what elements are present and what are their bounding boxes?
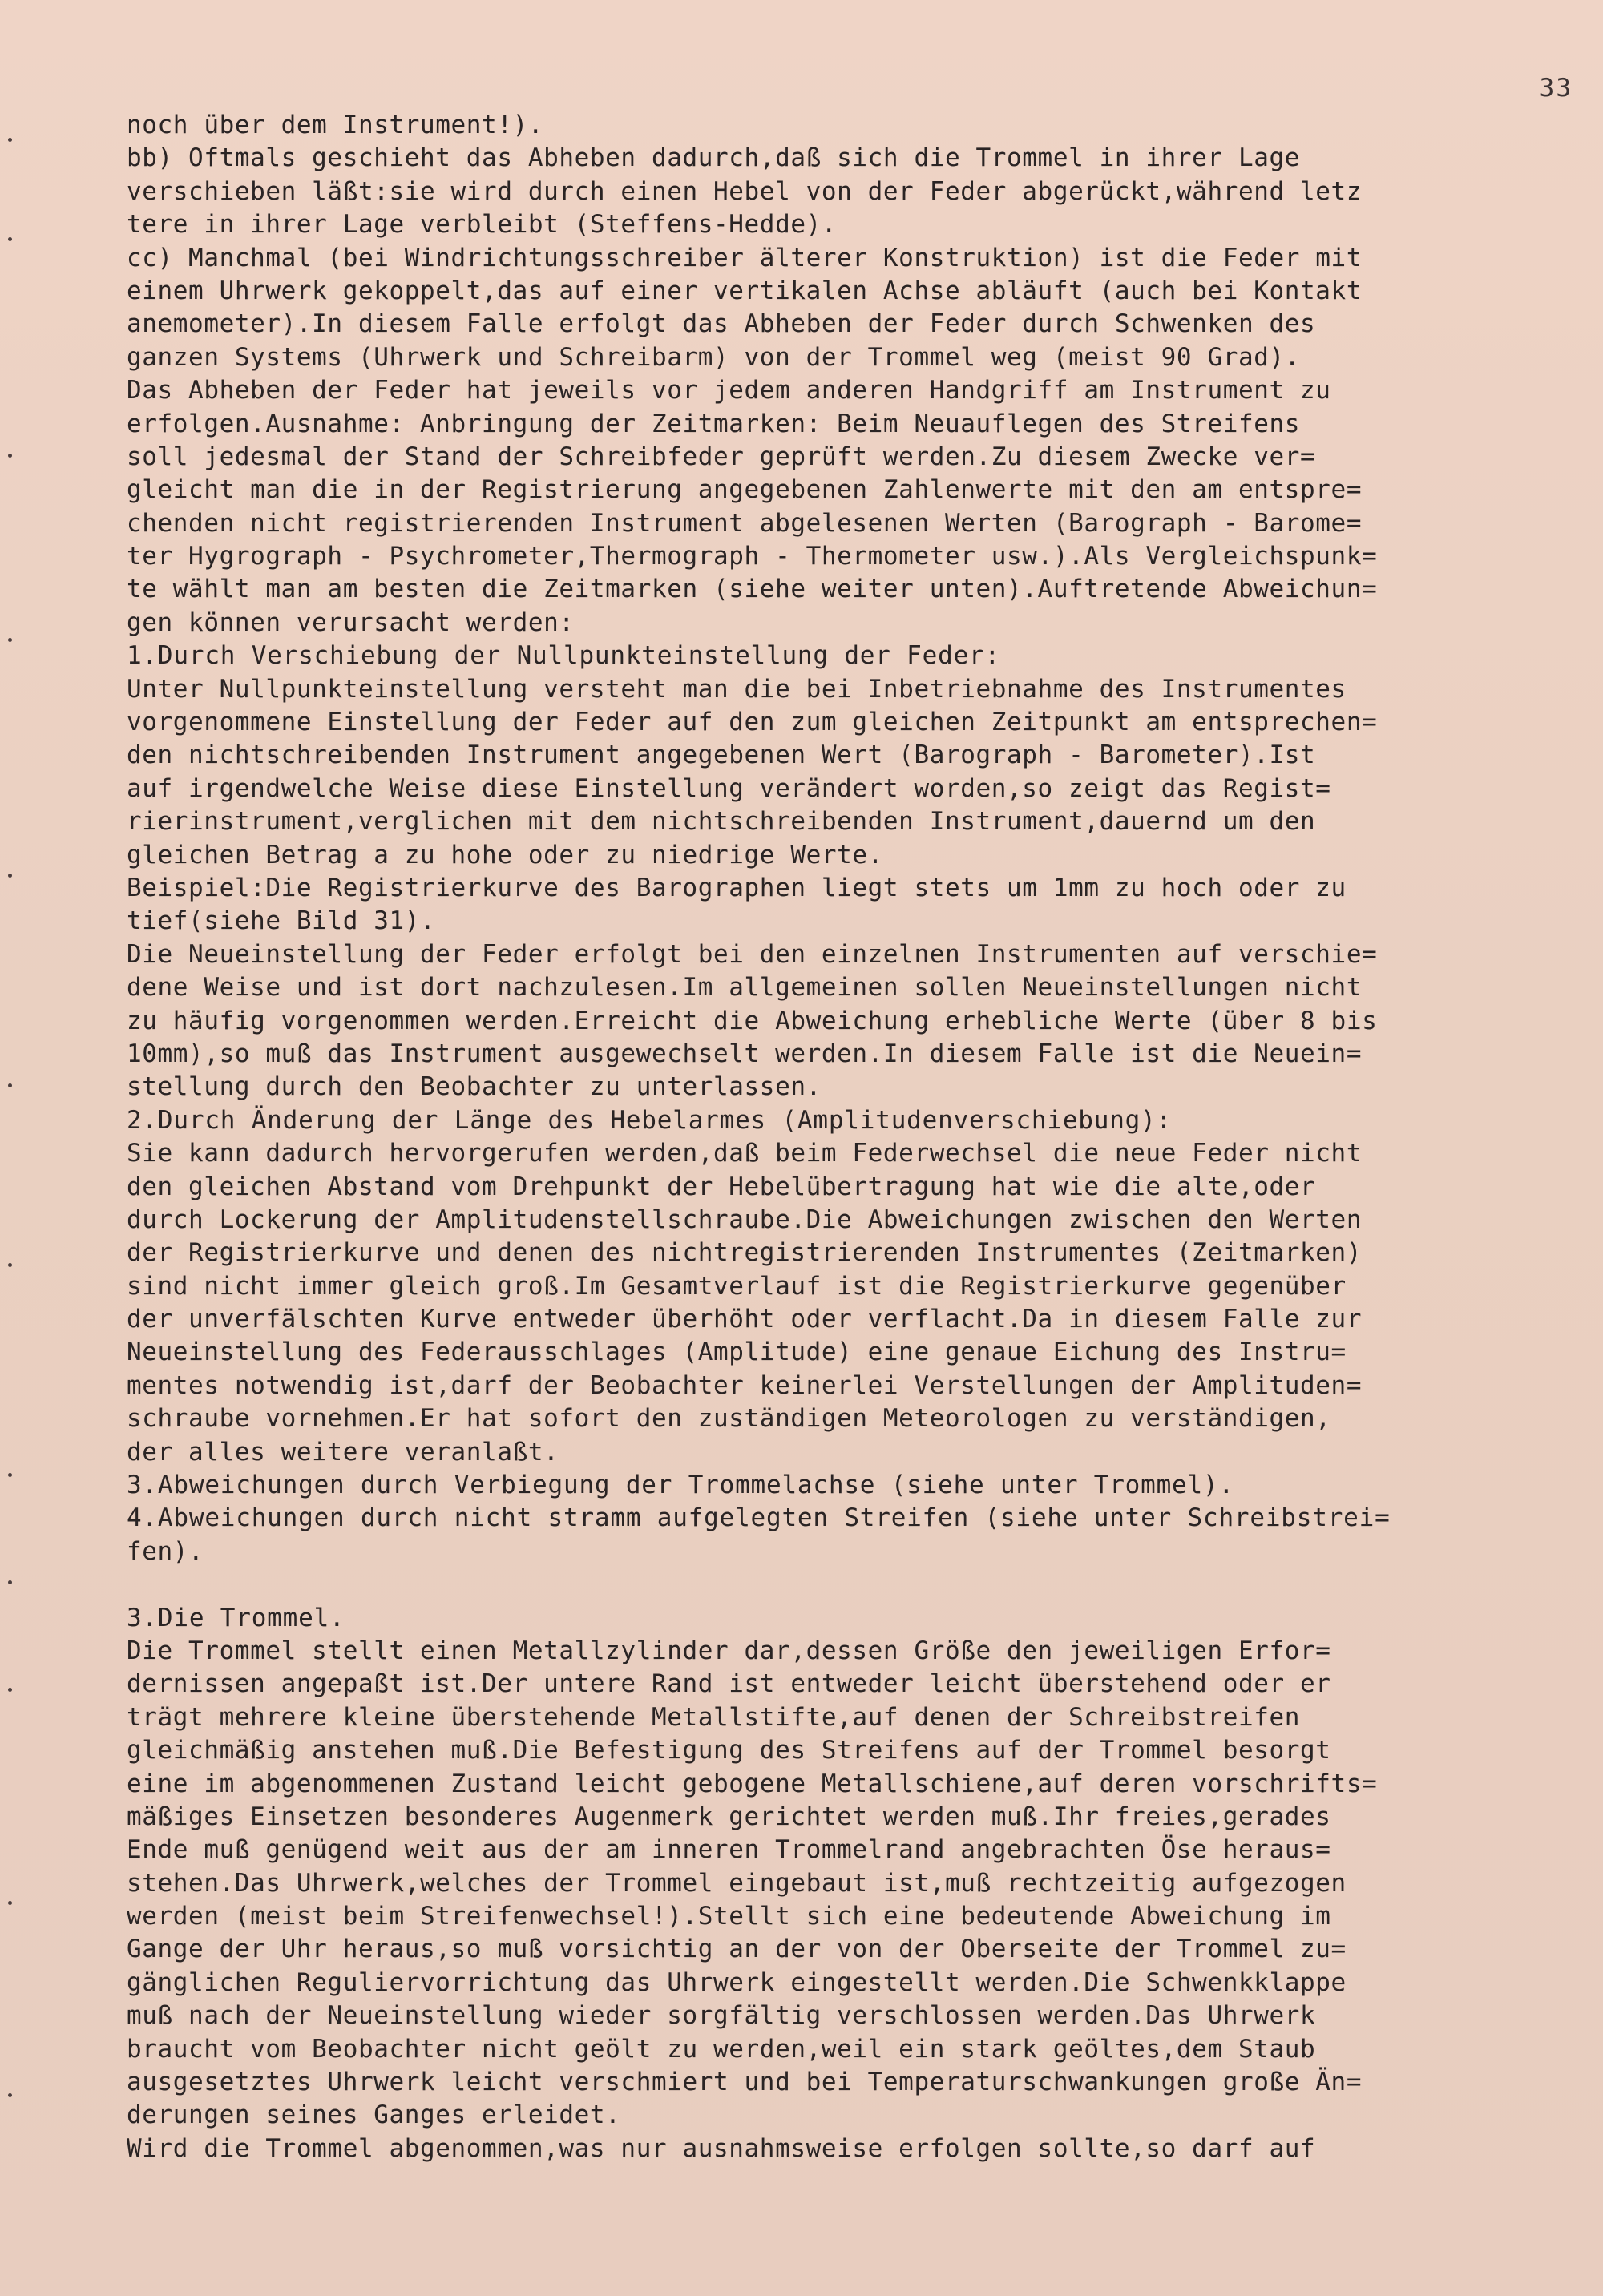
text-line: Beispiel:Die Registrierkurve des Barographen liegt stets um 1mm zu hoch oder zu	[127, 873, 1347, 902]
text-line: auf irgendwelche Weise diese Einstellung verändert worden,so zeigt das Regist=	[127, 773, 1331, 803]
text-line: Das Abheben der Feder hat jeweils vor jedem anderen Handgriff am Instrument zu	[127, 376, 1331, 406]
text-line: verschieben läßt:sie wird durch einen Hebel von der Feder abgerückt,während letz	[127, 176, 1363, 206]
text-line: gleichen Betrag a zu hohe oder zu niedrige Werte.	[127, 840, 883, 870]
text-line: te wählt man am besten die Zeitmarken (siehe weiter unten).Auftretende Abweichun=	[127, 575, 1378, 604]
text-line: zu häufig vorgenommen werden.Erreicht die Abweichung erhebliche Werte (über 8 bis	[127, 1006, 1378, 1035]
text-line: bb) Oftmals geschieht das Abheben dadurch,daß sich die Trommel in ihrer Lage	[127, 143, 1301, 173]
text-line: werden (meist beim Streifenwechsel!).Stellt sich eine bedeutende Abweichung im	[127, 1902, 1331, 1931]
text-line: gleicht man die in der Registrierung angegebenen Zahlenwerte mit den am entspre=	[127, 475, 1363, 505]
text-line: gen können verursacht werden:	[127, 607, 575, 637]
text-line: ausgesetztes Uhrwerk leicht verschmiert und bei Temperaturschwankungen große Än=	[127, 2068, 1363, 2097]
text-line: der alles weitere veranlaßt.	[127, 1437, 559, 1467]
margin-punch-dot	[8, 1083, 12, 1087]
margin-punch-dot	[8, 1580, 12, 1584]
text-line: Die Neueinstellung der Feder erfolgt bei den einzelnen Instrumenten auf verschie=	[127, 939, 1378, 969]
section-heading: 3.Die Trommel.	[127, 1603, 345, 1632]
text-line: erfolgen.Ausnahme: Anbringung der Zeitmarken: Beim Neuauflegen des Streifens	[127, 409, 1301, 438]
text-line: Die Trommel stellt einen Metallzylinder dar,dessen Größe den jeweiligen Erfor=	[127, 1636, 1331, 1665]
text-line: chenden nicht registrierenden Instrument abgelesenen Werten (Barograph - Barome=	[127, 508, 1363, 538]
text-line: noch über dem Instrument!).	[127, 111, 544, 139]
text-line: stehen.Das Uhrwerk,welches der Trommel eingebaut ist,muß rechtzeitig aufgezogen	[127, 1868, 1347, 1898]
margin-punch-dot	[8, 454, 12, 458]
text-line: schraube vornehmen.Er hat sofort den zuständigen Meteorologen zu verständigen,	[127, 1404, 1331, 1434]
text-line: der unverfälschten Kurve entweder überhöht oder verflacht.Da in diesem Falle zur	[127, 1305, 1363, 1334]
margin-punch-dot	[8, 1263, 12, 1267]
text-line: stellung durch den Beobachter zu unterlassen.	[127, 1072, 822, 1102]
text-line: braucht vom Beobachter nicht geölt zu werden,weil ein stark geöltes,dem Staub	[127, 2034, 1316, 2064]
margin-punch-dot	[8, 2093, 12, 2097]
margin-punch-dot	[8, 1473, 12, 1477]
text-line: eine im abgenommenen Zustand leicht gebogene Metallschiene,auf deren vorschrifts=	[127, 1769, 1378, 1798]
text-line: Unter Nullpunkteinstellung versteht man die bei Inbetriebnahme des Instrumentes	[127, 674, 1347, 704]
text-line: gänglichen Reguliervorrichtung das Uhrwerk eingestellt werden.Die Schwenkklappe	[127, 1967, 1347, 1997]
text-line: Gange der Uhr heraus,so muß vorsichtig an der von der Oberseite der Trommel zu=	[127, 1935, 1347, 1964]
margin-punch-dot	[8, 874, 12, 878]
text-line: rierinstrument,verglichen mit dem nichtschreibenden Instrument,dauernd um den	[127, 807, 1316, 837]
text-line: Wird die Trommel abgenommen,was nur ausnahmsweise erfolgen sollte,so darf auf	[127, 2133, 1316, 2163]
section-heading: 1.Durch Verschiebung der Nullpunkteinstellung der Feder:	[127, 641, 1000, 671]
text-line: ter Hygrograph - Psychrometer,Thermograph - Thermometer usw.).Als Vergleichspunk=	[127, 542, 1378, 571]
text-line: einem Uhrwerk gekoppelt,das auf einer vertikalen Achse abläuft (auch bei Kontakt	[127, 276, 1363, 305]
text-line: muß nach der Neueinstellung wieder sorgfältig verschlossen werden.Das Uhrwerk	[127, 2001, 1316, 2031]
section-heading: 3.Abweichungen durch Verbiegung der Trommelachse (siehe unter Trommel).	[127, 1471, 1234, 1500]
section-heading: 2.Durch Änderung der Länge des Hebelarmes (Amplitudenverschiebung):	[127, 1105, 1173, 1135]
blank-line	[127, 1568, 1601, 1601]
text-line: mentes notwendig ist,darf der Beobachter keinerlei Verstellungen der Amplituden=	[127, 1370, 1363, 1400]
text-line: dene Weise und ist dort nachzulesen.Im allgemeinen sollen Neueinstellungen nicht	[127, 973, 1363, 1003]
text-line: Neueinstellung des Federausschlages (Amplitude) eine genaue Eichung des Instru=	[127, 1338, 1347, 1367]
text-line: sind nicht immer gleich groß.Im Gesamtverlauf ist die Registrierkurve gegenüber	[127, 1271, 1347, 1301]
text-line: Ende muß genügend weit aus der am inneren Trommelrand angebrachten Öse heraus=	[127, 1835, 1331, 1865]
margin-punch-dot	[8, 638, 12, 642]
text-line: den nichtschreibenden Instrument angegebenen Wert (Barograph - Barometer).Ist	[127, 740, 1316, 770]
text-line: derungen seines Ganges erleidet.	[127, 2100, 621, 2130]
text-line: tief(siehe Bild 31).	[127, 906, 436, 936]
text-line: trägt mehrere kleine überstehende Metallstifte,auf denen der Schreibstreifen	[127, 1702, 1301, 1732]
text-line: anemometer).In diesem Falle erfolgt das Abheben der Feder durch Schwenken des	[127, 309, 1316, 339]
text-line: der Registrierkurve und denen des nichtregistrierenden Instrumentes (Zeitmarken)	[127, 1238, 1363, 1268]
section-heading: 4.Abweichungen durch nicht stramm aufgelegten Streifen (siehe unter Schreibstrei=	[127, 1503, 1391, 1533]
text-line: dernissen angepaßt ist.Der untere Rand ist entweder leicht überstehend oder er	[127, 1669, 1331, 1699]
text-line: Sie kann dadurch hervorgerufen werden,daß beim Federwechsel die neue Feder nicht	[127, 1139, 1363, 1168]
text-line: ganzen Systems (Uhrwerk und Schreibarm) von der Trommel weg (meist 90 Grad).	[127, 342, 1301, 372]
text-line: vorgenommene Einstellung der Feder auf den zum gleichen Zeitpunkt am entsprechen=	[127, 708, 1378, 737]
margin-punch-dot	[8, 237, 12, 241]
text-line: soll jedesmal der Stand der Schreibfeder geprüft werden.Zu diesem Zwecke ver=	[127, 442, 1316, 471]
text-line: fen).	[127, 1536, 204, 1566]
text-line: mäßiges Einsetzen besonderes Augenmerk gerichtet werden muß.Ihr freies,gerades	[127, 1802, 1331, 1831]
text-line: den gleichen Abstand vom Drehpunkt der Hebelübertragung hat wie die alte,oder	[127, 1172, 1316, 1201]
page-number: 33	[1539, 74, 1573, 103]
text-line: durch Lockerung der Amplitudenstellschraube.Die Abweichungen zwischen den Werten	[127, 1204, 1363, 1234]
body-text	[127, 109, 1601, 2165]
text-line: gleichmäßig anstehen muß.Die Befestigung des Streifens auf der Trommel besorgt	[127, 1736, 1331, 1765]
text-line: 10mm),so muß das Instrument ausgewechselt werden.In diesem Falle ist die Neuein=	[127, 1039, 1363, 1068]
margin-punch-dot	[8, 1901, 12, 1905]
margin-punch-dot	[8, 1688, 12, 1692]
text-line: cc) Manchmal (bei Windrichtungsschreiber älterer Konstruktion) ist die Feder mit	[127, 243, 1363, 272]
text-line: tere in ihrer Lage verbleibt (Steffens-Hedde).	[127, 210, 838, 240]
margin-punch-dot	[8, 138, 12, 142]
